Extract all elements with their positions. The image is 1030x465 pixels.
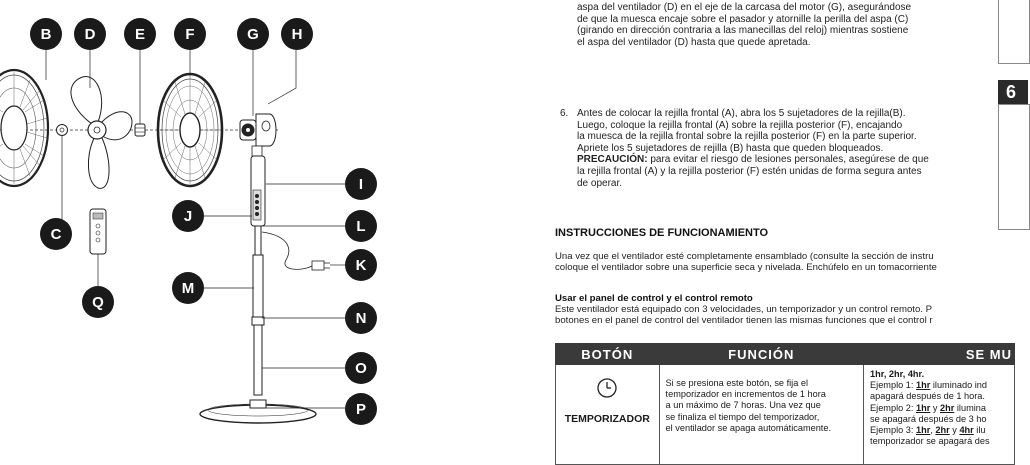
callout-f: F xyxy=(174,18,206,50)
cell-display: 1hr, 2hr, 4hr. Ejemplo 1: 1hr iluminado ind apagará después de 1 hora. Ejemplo 2: 1hr y 2hr ilumina se apagará después de 3 ho Ejemplo 3: 1hr, 2hr y 4hr ilu temporizador se apagará des xyxy=(864,365,1015,465)
fan-blade-d-part xyxy=(71,77,132,189)
rear-grille-f-part xyxy=(158,74,222,186)
panel-heading: Usar el panel de control y el control remoto xyxy=(555,293,753,304)
callout-c: C xyxy=(40,218,72,250)
power-cord xyxy=(262,232,330,270)
callout-n: N xyxy=(345,302,377,334)
col-header-button: BOTÓN xyxy=(556,344,660,365)
table-header-row xyxy=(556,344,1015,365)
callout-l: L xyxy=(345,210,377,242)
callout-h: H xyxy=(281,18,313,50)
blade-knob-c-part xyxy=(57,125,68,221)
motor-housing-g-part xyxy=(240,50,296,156)
caution-label: PRECAUCIÓN: xyxy=(577,154,648,166)
step6-text: Antes de colocar la rejilla frontal (A), abra los 5 sujetadores de la rejilla(B). Luego, coloque la rejilla frontal (A) sobre la rejilla posterior (F), encajando la muesca de la rejilla frontal sobre la rejilla posterior (F) en la parte superior. Apriete los 5 sujetadores de rejilla (B) hasta que queden bloqueados. PRECAUCIÓN: para evitar el riesgo de lesiones personales, asegúrese de que la rejilla frontal (A) y la rejilla posterior (F) estén unidas de forma segura antes de operar. xyxy=(577,108,929,189)
lock-nut-e-part xyxy=(135,48,145,136)
callout-g: G xyxy=(237,18,269,50)
step5-text: aspa del ventilador (D) en el eje de la carcasa del motor (G), asegurándose de que la muesca encaje sobre el pasador y atornille la perilla del aspa (C) (girando en dirección contraria a las manecillas del reloj) mientras sostiene el aspa del ventilador (D) hasta que quede apretada. xyxy=(577,2,912,48)
front-grille-b-part xyxy=(0,70,48,186)
callout-b: B xyxy=(30,18,62,50)
callout-i: I xyxy=(345,168,377,200)
button-function-table xyxy=(555,343,1015,465)
col-header-function: FUNCIÓN xyxy=(659,344,863,365)
side-section-number: 6 xyxy=(998,80,1028,104)
callout-j: J xyxy=(172,200,204,232)
callout-o: O xyxy=(345,352,377,384)
clock-icon xyxy=(596,377,618,399)
side-box-bottom xyxy=(998,104,1030,230)
fan-stand-body xyxy=(200,156,316,423)
col-header-display: SE MU xyxy=(864,344,1015,365)
side-box-top xyxy=(998,0,1030,64)
callout-d: D xyxy=(74,18,106,50)
panel-text: Este ventilador está equipado con 3 velocidades, un temporizador y un control remoto. P botones en el panel de control del ventilador tienen las mismas funciones que el control r xyxy=(555,304,933,327)
section-title: INSTRUCCIONES DE FUNCIONAMIENTO xyxy=(555,227,769,239)
intro-text: Una vez que el ventilador esté completamente ensamblado (consulte la sección de instru coloque el ventilador sobre una superficie seca y nivelada. Enchúfelo en un tomacorriente xyxy=(555,251,937,274)
callout-e: E xyxy=(124,18,156,50)
callout-q: Q xyxy=(82,286,114,318)
remote-control-q-part xyxy=(90,209,106,286)
callout-k: K xyxy=(345,249,377,281)
table-row xyxy=(556,365,1015,465)
callout-m: M xyxy=(172,272,204,304)
step6-number: 6. xyxy=(560,108,569,119)
callout-p: P xyxy=(345,393,377,425)
cell-button xyxy=(556,365,660,465)
cell-function: Si se presiona este botón, se fija el temporizador en incrementos de 1 hora a un máximo de 7 horas. Una vez que se finaliza el tiempo del temporizador, el ventilador se apaga automáticamente. xyxy=(659,365,863,465)
button-label: TEMPORIZADOR xyxy=(564,413,650,425)
